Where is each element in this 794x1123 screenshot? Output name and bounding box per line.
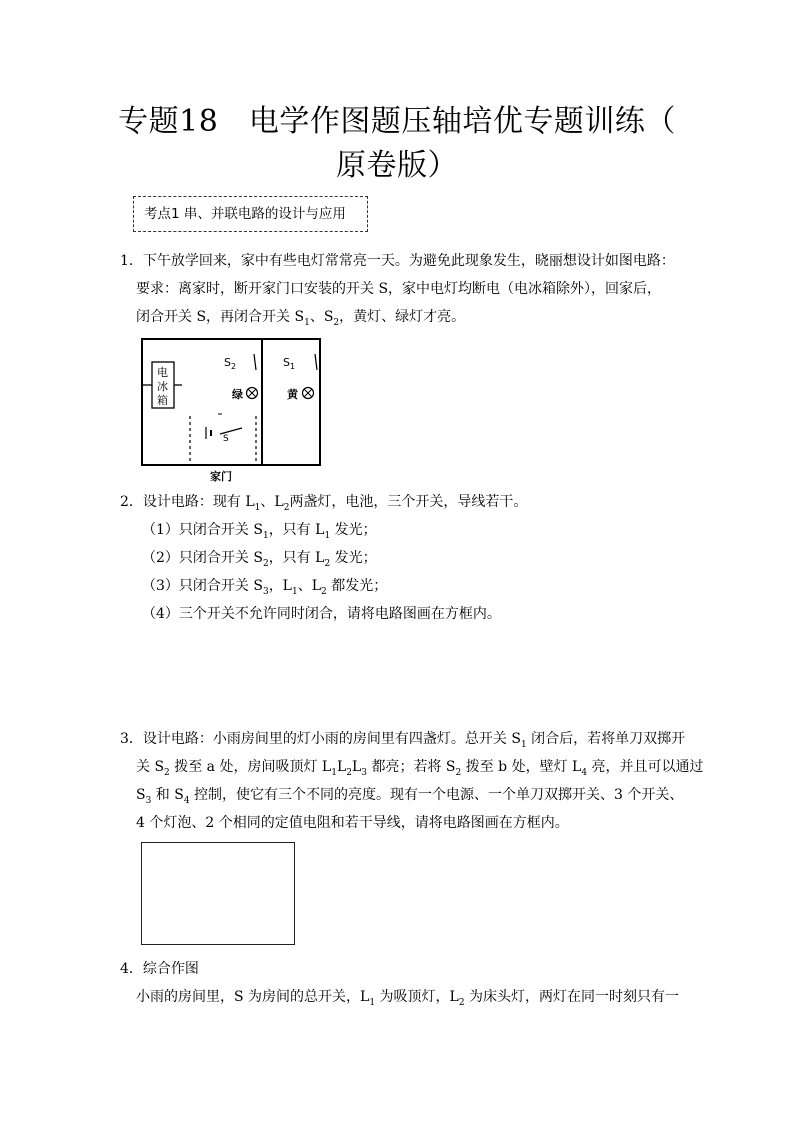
- door-switch-label: S: [223, 434, 229, 444]
- q3-number: 3．: [120, 731, 143, 747]
- q1-circuit-figure: [138, 336, 328, 484]
- fridge-char-1: 电: [157, 366, 168, 379]
- q3-line-4: 4 个灯泡、2 个相同的定值电阻和若干导线，请将电路图画在方框内。: [136, 815, 569, 831]
- topic-box: 考点1 串、并联电路的设计与应用: [133, 196, 368, 232]
- yellow-lamp-icon: [303, 388, 314, 399]
- q2-line: 2．设计电路：现有 $L_1$、$L_2$两盏灯，电池，三个开关，导线若干。: [120, 494, 528, 513]
- door-label: 家门: [210, 470, 232, 483]
- q2-number: 2．: [120, 494, 143, 510]
- q2-item-3: （3）只闭合开关 $S_3$，$L_1$、$L_2$ 都发光；: [142, 578, 388, 597]
- q4-number: 4．: [120, 961, 143, 977]
- q1-line-3: 闭合开关 S，再闭合开关 $S_1$、$S_2$，黄灯、绿灯才亮。: [136, 309, 466, 328]
- s1-switch: [315, 354, 317, 370]
- s1-label: $S_1$: [283, 356, 296, 371]
- battery-icon: [206, 414, 222, 439]
- q4-line-1: 小雨的房间里，S 为房间的总开关，$L_1$ 为吸顶灯，$L_2$ 为床头灯，两灯在同一时刻只有一: [136, 989, 680, 1008]
- q2-item-4: （4）三个开关不允许同时闭合，请将电路图画在方框内。: [142, 606, 501, 622]
- q1-number: 1．: [120, 253, 143, 269]
- fridge-char-2: 冰: [157, 380, 168, 393]
- q1-line-2: 要求：离家时，断开家门口安装的开关 S，家中电灯均断电（电冰箱除外），回家后，: [136, 281, 662, 297]
- s2-label: $S_2$: [224, 356, 237, 371]
- q3-answer-box[interactable]: [141, 842, 295, 945]
- q1-line-1: 1．下午放学回来，家中有些电灯常常亮一天。为避免此现象发生，晓丽想设计如图电路：: [120, 253, 675, 269]
- document-title: [80, 100, 714, 188]
- green-lamp-label: 绿: [232, 388, 243, 401]
- q4-heading: 4．综合作图: [120, 961, 199, 977]
- green-lamp-icon: [247, 388, 258, 399]
- house-outline: [142, 339, 320, 465]
- q3-line-3: $S_3$ 和 $S_4$ 控制，使它有三个不同的亮度。现有一个电源、一个单刀双掷开关、3 个开关、: [136, 787, 684, 806]
- q2-item-1: （1）只闭合开关 $S_1$，只有 $L_1$ 发光；: [142, 522, 377, 541]
- q2-item-2: （2）只闭合开关 $S_2$，只有 $L_2$ 发光；: [142, 550, 377, 569]
- title-line-2: 原卷版）: [336, 148, 458, 183]
- s2-switch: [254, 354, 256, 370]
- q3-line-2: 关 $S_2$ 拨至 a 处，房间吸顶灯 $L_1L_2L_3$ 都亮；若将 $S_2$ 拨至 b 处，壁灯 $L_4$ 亮，并且可以通过: [136, 759, 704, 778]
- q3-line-1: 3．设计电路：小雨房间里的灯小雨的房间里有四盏灯。总开关 $S_1$ 闭合后，若将单刀双掷开: [120, 731, 686, 750]
- title-line-1: 专题18 电学作图题压轴培优专题训练（: [118, 104, 676, 139]
- yellow-lamp-label: 黄: [287, 388, 298, 401]
- fridge-char-3: 箱: [157, 394, 168, 407]
